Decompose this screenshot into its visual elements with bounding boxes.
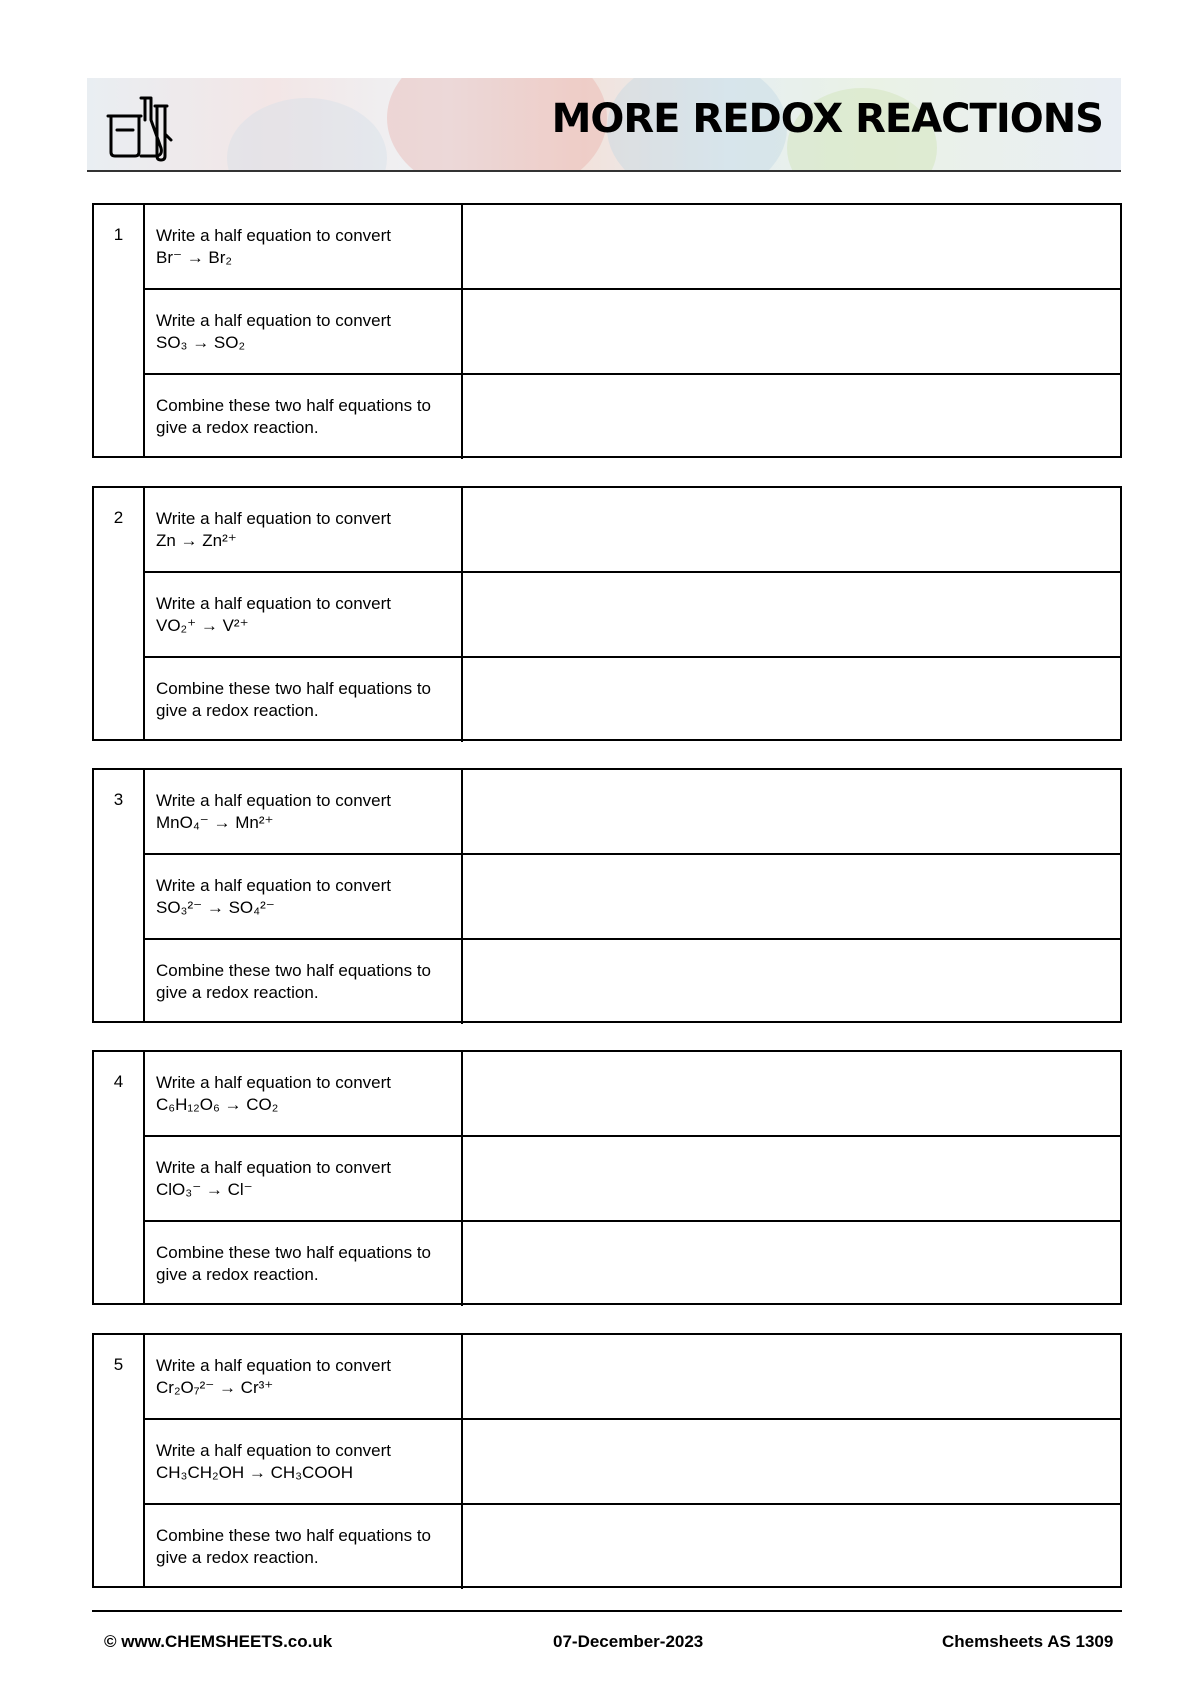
footer-copyright: © www.CHEMSHEETS.co.uk [104, 1632, 333, 1651]
answer-box[interactable] [463, 375, 1120, 459]
prompt-equation: give a redox reaction. [156, 1265, 319, 1284]
question-prompt [145, 375, 463, 459]
prompt-instruction: Write a half equation to convert [156, 1073, 391, 1092]
question-prompt [145, 1420, 463, 1503]
prompt-instruction: Combine these two half equations to [156, 1243, 432, 1262]
question-row [145, 1420, 1120, 1505]
question-number: 4 [113, 1072, 124, 1091]
answer-box[interactable] [463, 488, 1120, 571]
question-row [145, 205, 1120, 290]
prompt-instruction: Write a half equation to convert [156, 876, 391, 895]
prompt-instruction: Write a half equation to convert [156, 791, 391, 810]
prompt-instruction: Write a half equation to convert [156, 311, 391, 330]
answer-box[interactable] [463, 940, 1120, 1024]
prompt-instruction: Combine these two half equations to [156, 679, 432, 698]
prompt-equation: Cr₂O₇²⁻ → Cr³⁺ [156, 1378, 274, 1397]
question-table [92, 1050, 1122, 1305]
prompt-equation: VO₂⁺ → V²⁺ [156, 616, 249, 635]
answer-box[interactable] [463, 573, 1120, 656]
prompt-equation: SO₃²⁻ → SO₄²⁻ [156, 898, 275, 917]
header-banner [87, 78, 1121, 172]
prompt-instruction: Write a half equation to convert [156, 1441, 391, 1460]
question-number-cell [94, 205, 145, 456]
answer-box[interactable] [463, 290, 1120, 373]
prompt-instruction: Write a half equation to convert [156, 1356, 391, 1375]
prompt-equation: give a redox reaction. [156, 701, 319, 720]
prompt-instruction: Combine these two half equations to [156, 961, 432, 980]
prompt-equation: give a redox reaction. [156, 1548, 319, 1567]
question-prompt [145, 940, 463, 1024]
answer-box[interactable] [463, 855, 1120, 938]
answer-box[interactable] [463, 205, 1120, 288]
question-table [92, 486, 1122, 741]
question-number-cell [94, 1335, 145, 1586]
prompt-equation: give a redox reaction. [156, 418, 319, 437]
answer-box[interactable] [463, 658, 1120, 742]
footer-sheet-ref: Chemsheets AS 1309 [942, 1632, 1114, 1651]
prompt-instruction: Write a half equation to convert [156, 226, 391, 245]
question-row [145, 573, 1120, 658]
question-prompt [145, 290, 463, 373]
question-number: 1 [113, 225, 124, 244]
lab-glassware-icon [105, 90, 175, 162]
answer-box[interactable] [463, 1335, 1120, 1418]
question-table [92, 203, 1122, 458]
question-prompt [145, 658, 463, 742]
prompt-equation: Zn → Zn²⁺ [156, 531, 237, 550]
answer-box[interactable] [463, 770, 1120, 853]
question-prompt [145, 205, 463, 288]
question-number-cell [94, 1052, 145, 1303]
question-prompt [145, 488, 463, 571]
prompt-instruction: Combine these two half equations to [156, 1526, 432, 1545]
prompt-instruction: Write a half equation to convert [156, 594, 391, 613]
answer-box[interactable] [463, 1505, 1120, 1589]
question-row [145, 1137, 1120, 1222]
question-row [145, 1335, 1120, 1420]
question-table [92, 768, 1122, 1023]
prompt-equation: SO₃ → SO₂ [156, 333, 246, 352]
question-number-cell [94, 488, 145, 739]
question-prompt [145, 1505, 463, 1589]
question-prompt [145, 1222, 463, 1306]
question-row [145, 770, 1120, 855]
prompt-equation: C₆H₁₂O₆ → CO₂ [156, 1095, 279, 1114]
answer-box[interactable] [463, 1137, 1120, 1220]
question-prompt [145, 770, 463, 853]
prompt-equation: MnO₄⁻ → Mn²⁺ [156, 813, 274, 832]
prompt-instruction: Write a half equation to convert [156, 509, 391, 528]
answer-box[interactable] [463, 1222, 1120, 1306]
footer-date: 07-December-2023 [553, 1632, 704, 1651]
answer-box[interactable] [463, 1052, 1120, 1135]
question-row [145, 290, 1120, 375]
prompt-instruction: Write a half equation to convert [156, 1158, 391, 1177]
question-prompt [145, 855, 463, 938]
question-row [145, 375, 1120, 459]
prompt-equation: Br⁻ → Br₂ [156, 248, 233, 267]
answer-box[interactable] [463, 1420, 1120, 1503]
prompt-equation: give a redox reaction. [156, 983, 319, 1002]
question-number-cell [94, 770, 145, 1021]
question-number: 5 [113, 1355, 124, 1374]
prompt-equation: ClO₃⁻ → Cl⁻ [156, 1180, 253, 1199]
footer-divider [92, 1610, 1122, 1612]
question-prompt [145, 1335, 463, 1418]
question-row [145, 658, 1120, 742]
question-row [145, 855, 1120, 940]
question-row [145, 940, 1120, 1024]
question-row [145, 1505, 1120, 1589]
prompt-equation: CH₃CH₂OH → CH₃COOH [156, 1463, 354, 1482]
question-number: 2 [113, 508, 124, 527]
question-row [145, 488, 1120, 573]
question-number: 3 [113, 790, 124, 809]
question-row [145, 1222, 1120, 1306]
prompt-instruction: Combine these two half equations to [156, 396, 432, 415]
question-row [145, 1052, 1120, 1137]
banner-decoration [227, 98, 387, 172]
question-prompt [145, 1137, 463, 1220]
question-table [92, 1333, 1122, 1588]
question-prompt [145, 1052, 463, 1135]
page-title: MORE REDOX REACTIONS [551, 96, 1103, 142]
question-prompt [145, 573, 463, 656]
